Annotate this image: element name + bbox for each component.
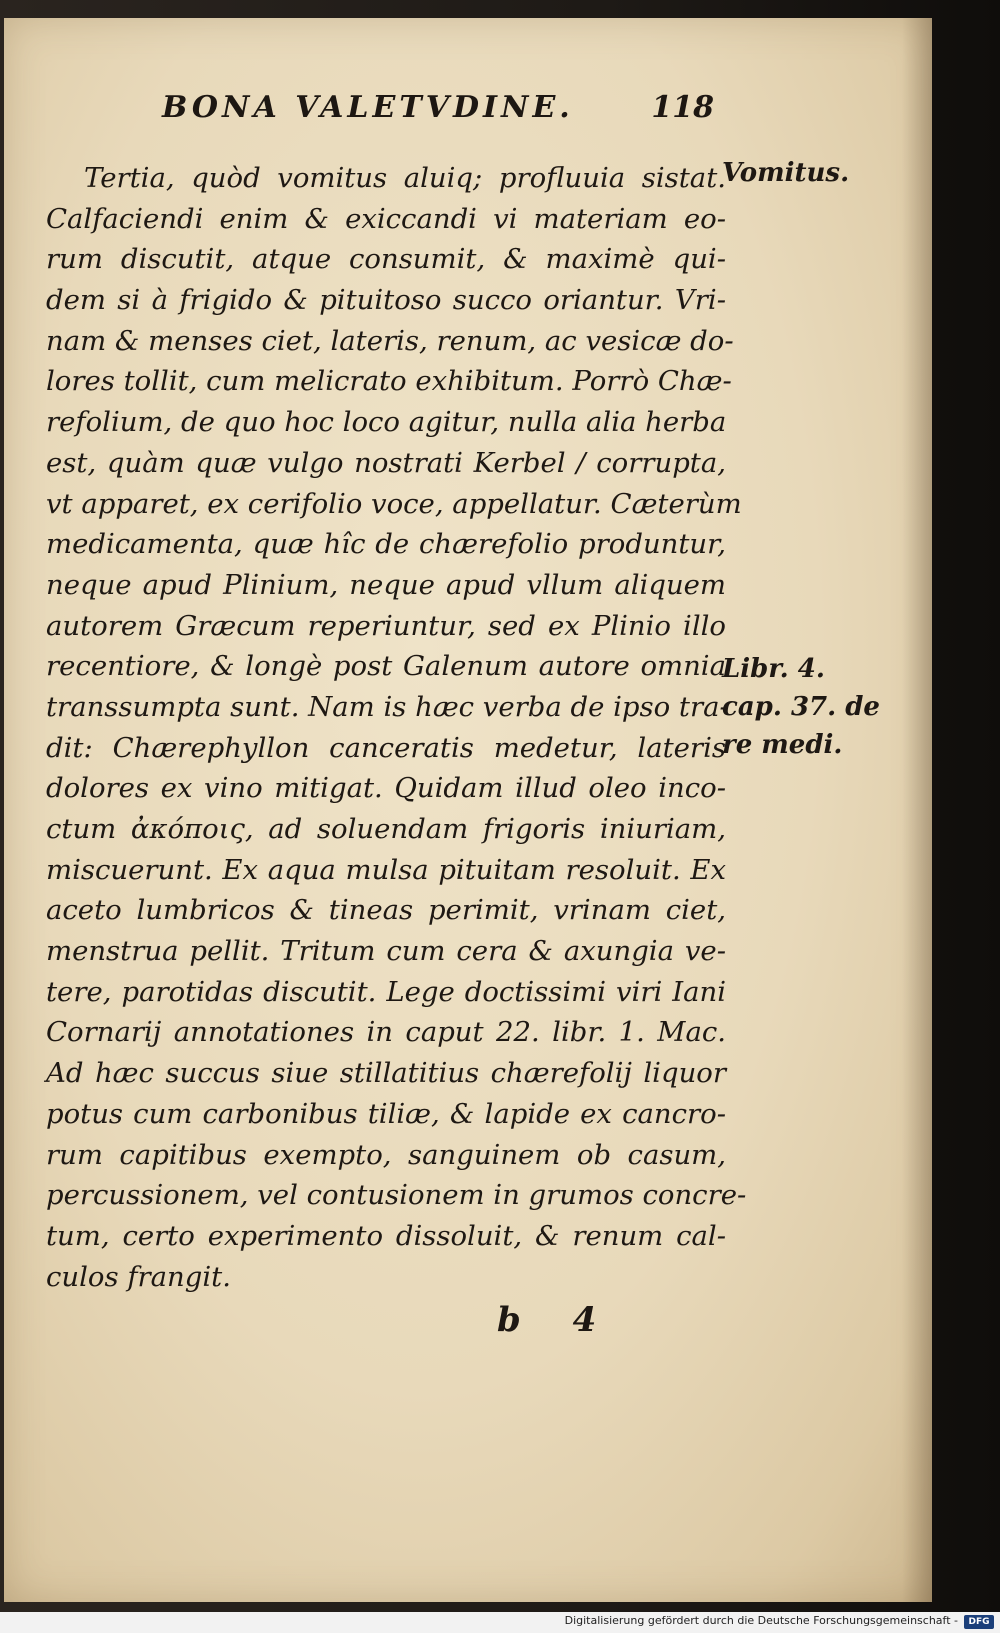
text-line: Ad hæc succus siue stillatitius chærefolij liquor <box>46 1057 726 1090</box>
text-line: dolores ex vino mitigat. Quidam illud oleo inco- <box>46 772 726 805</box>
text-line: miscuerunt. Ex aqua mulsa pituitam resoluit. Ex <box>46 853 726 886</box>
book-page <box>4 18 932 1602</box>
running-head <box>154 90 714 130</box>
text-line: tum, certo experimento dissoluit, & renum cal- <box>46 1219 726 1252</box>
text-line: dit: Chærephyllon canceratis medetur, lateris <box>46 731 726 764</box>
text-line: neque apud Plinium, neque apud vllum aliquem <box>46 568 726 601</box>
margin-note-reference: re medi. <box>722 730 843 760</box>
text-line: aceto lumbricos & tineas perimit, vrinam ciet, <box>46 894 726 927</box>
text-line: ctum ἀκόποις, ad soluendam frigoris iniuriam, <box>46 813 726 845</box>
text-line: nam & menses ciet, lateris, renum, ac vesicæ do- <box>46 324 734 357</box>
body-text <box>46 158 747 1297</box>
footer-bar <box>0 1612 1000 1633</box>
text-line: menstrua pellit. Tritum cum cera & axungia ve- <box>46 935 726 968</box>
text-line: Tertia, quòd vomitus aluiq; profluuia sistat. <box>84 162 726 194</box>
text-line: percussionem, vel contusionem in grumos concre- <box>46 1179 747 1212</box>
text-line: Calfaciendi enim & exiccandi vi materiam eo- <box>46 202 726 235</box>
text-line: refolium, de quo hoc loco agitur, nulla alia herba <box>46 406 727 439</box>
text-line: potus cum carbonibus tiliæ, & lapide ex cancro- <box>46 1097 726 1130</box>
footer-credit: Digitalisierung gefördert durch die Deutsche Forschungsgemeinschaft - <box>564 1614 958 1627</box>
text-line: vt apparet, ex cerifolio voce, appellatur. Cæterùm <box>46 487 742 520</box>
page-number: 118 <box>651 90 714 125</box>
running-title: BONA VALETVDINE. <box>162 90 574 125</box>
text-line: transsumpta sunt. Nam is hæc verba de ipso tra- <box>46 690 729 723</box>
text-line: recentiore, & longè post Galenum autore omnia <box>46 650 726 683</box>
text-line: est, quàm quæ vulgo nostrati Kerbel / corrupta, <box>46 446 726 479</box>
text-line: Cornarij annotationes in caput 22. libr. 1. Mac. <box>46 1016 726 1049</box>
margin-note-vomitus: Vomitus. <box>722 158 850 188</box>
text-line: medicamenta, quæ hîc de chærefolio produntur, <box>46 528 726 561</box>
text-line: tere, parotidas discutit. Lege doctissimi viri Iani <box>46 975 726 1008</box>
margin-note-reference: cap. 37. de <box>722 692 880 722</box>
text-line: dem si à frigido & pituitoso succo oriantur. Vri- <box>46 284 726 317</box>
dfg-logo-icon: DFG <box>964 1615 994 1629</box>
margin-note-reference: Libr. 4. <box>722 654 825 684</box>
text-line: rum discutit, atque consumit, & maximè qui- <box>46 243 726 276</box>
signature-mark: b 4 <box>497 1300 617 1340</box>
text-line: culos frangit. <box>46 1260 231 1293</box>
text-line: lores tollit, cum melicrato exhibitum. Porrò Chæ- <box>46 365 732 398</box>
text-line: autorem Græcum reperiuntur, sed ex Plinio illo <box>46 609 726 642</box>
text-line: rum capitibus exempto, sanguinem ob casum, <box>46 1138 726 1171</box>
